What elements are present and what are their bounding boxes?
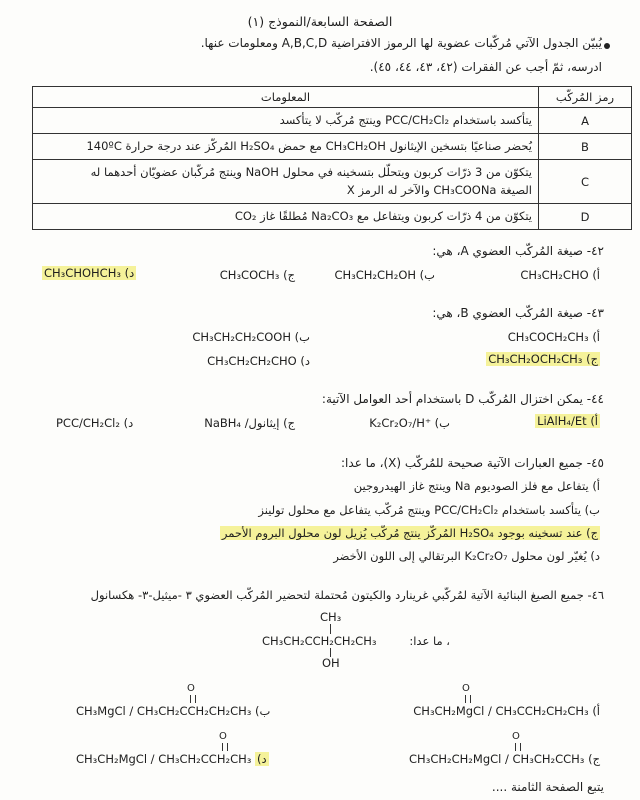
row-symbol: C	[539, 160, 632, 204]
q46-option-d	[76, 752, 269, 766]
option-formula: CH₃COCH₂CH₃	[507, 330, 589, 344]
q46-except: ، ما عدا:	[409, 634, 450, 648]
table-row	[33, 108, 632, 134]
carbonyl-oxygen-b: O	[187, 683, 195, 694]
q44-option-b	[369, 416, 450, 430]
q42-option-b	[334, 268, 435, 282]
q46-option-b	[76, 704, 270, 718]
option-label: د)	[300, 354, 310, 368]
q44-option-a	[535, 414, 600, 428]
q44-option-c	[204, 416, 295, 430]
carbonyl-oxygen-c: O	[512, 731, 520, 742]
option-formula: CH₃CH₂MgCl / CH₃CCH₂CH₂CH₃	[413, 704, 589, 718]
intro-line-2: ادرسه، ثمّ أجب عن الفقرات (٤٢، ٤٣، ٤٤، ٤٥).	[369, 60, 602, 74]
row-symbol: D	[539, 204, 632, 230]
option-label: أ)	[590, 414, 598, 428]
q43-option-d	[207, 354, 310, 368]
page-footer: يتبع الصفحة الثامنة ....	[491, 780, 604, 794]
row-info: يتأكسد باستخدام PCC/CH₂Cl₂ وينتج مُركّب لا يتأكسد	[33, 108, 539, 134]
struct-methyl: CH₃	[320, 610, 342, 624]
option-formula: CH₃MgCl / CH₃CH₂CCH₂CH₂CH₃	[76, 704, 252, 718]
q42-stem: ٤٢- صيغة المُركّب العضوي A، هي:	[432, 244, 604, 258]
option-formula: CH₃CH₂MgCl / CH₃CH₂CCH₂CH₃	[76, 752, 252, 766]
option-label: ب)	[434, 416, 450, 430]
option-label: أ)	[592, 704, 600, 718]
intro-line-1: يُبيّن الجدول الآتي مُركّبات عضوية لها الرموز الافتراضية A,B,C,D ومعلومات عنها.	[200, 36, 602, 50]
q45-option-c: ج) عند تسخينه بوجود H₂SO₄ المُركّز ينتج مُركّب يُزيل لون محلول البروم الأحمر	[221, 526, 598, 540]
row-symbol: A	[539, 108, 632, 134]
table-header-row	[33, 87, 632, 108]
struct-bond-up	[330, 624, 332, 634]
page-title: الصفحة السابعة/النموذج (١)	[247, 14, 393, 29]
option-label: ج)	[588, 752, 600, 766]
carbonyl-bond-c	[515, 743, 521, 751]
option-formula: CH₃COCH₃	[219, 268, 280, 282]
row-info-line-1: يتكوّن من 3 ذرّات كربون ويتحلّل بتسخينه في محلول NaOH وينتج مُركّبان عضويّان أحدهما له	[90, 164, 532, 179]
q43-option-b	[192, 330, 310, 344]
row-info: يُحضر صناعيًا بتسخين الإيثانول CH₃CH₂OH مع حمض H₂SO₄ المُركّز عند درجة حرارة 140ºC	[33, 134, 539, 160]
row-info-line-2: الصيغة CH₃COONa والآخر له الرمز X	[346, 182, 532, 197]
option-formula: LiAlH₄/Et	[537, 414, 587, 428]
option-formula: NaBH₄	[204, 416, 242, 430]
q45-option-b: ب) يتأكسد باستخدام PCC/CH₂Cl₂ وينتج مُركّب يتفاعل مع محلول تولينز	[258, 503, 600, 517]
q42-option-c	[220, 268, 295, 282]
bullet-icon	[604, 43, 610, 49]
carbonyl-oxygen-d: O	[219, 731, 227, 742]
q46-option-a	[413, 704, 600, 718]
q44-option-d	[56, 416, 133, 430]
q43-stem: ٤٣- صيغة المُركّب العضوي B، هي:	[432, 306, 604, 320]
option-label: ب)	[294, 330, 310, 344]
table-row	[33, 160, 632, 204]
option-label: د)	[257, 752, 267, 766]
row-info: يتكوّن من 4 ذرّات كربون ويتفاعل مع Na₂CO₃ مُطلقًا غاز CO₂	[33, 204, 539, 230]
carbonyl-bond-b	[190, 695, 196, 703]
option-label: د)	[124, 266, 135, 280]
option-formula: CH₃CH₂CHO	[520, 268, 589, 282]
option-label: أ)	[592, 268, 600, 282]
carbonyl-bond-d	[222, 743, 228, 751]
option-formula: CH₃CH₂CH₂OH	[334, 268, 417, 282]
option-label: ج) إيثانول/	[244, 416, 295, 430]
q46-option-c	[409, 752, 600, 766]
compounds-table	[32, 86, 632, 230]
option-label: ج)	[283, 268, 295, 282]
carbonyl-bond-a	[465, 695, 471, 703]
q42-option-d	[42, 266, 136, 280]
option-formula: CH₃CH₂CH₂COOH	[192, 330, 292, 344]
option-formula: PCC/CH₂Cl₂	[56, 416, 120, 430]
struct-chain: CH₃CH₂CCH₂CH₂CH₃	[262, 634, 377, 648]
q42-option-a	[520, 268, 600, 282]
option-formula: CH₃CH₂CH₂MgCl / CH₃CH₂CCH₃	[409, 752, 585, 766]
option-label: ب)	[255, 704, 271, 718]
header-info: المعلومات	[33, 87, 539, 108]
option-label: أ)	[592, 330, 600, 344]
row-info	[33, 160, 539, 204]
header-symbol: رمز المُركّب	[539, 87, 632, 108]
option-formula: K₂Cr₂O₇/H⁺	[369, 416, 432, 430]
option-label: ب)	[419, 268, 435, 282]
q45-option-a: أ) يتفاعل مع فلز الصوديوم Na وينتج غاز الهيدروجين	[353, 479, 600, 493]
q43-option-a	[508, 330, 600, 344]
q44-stem: ٤٤- يمكن اختزال المُركّب D باستخدام أحد العوامل الآتية:	[321, 392, 604, 406]
option-label: ج)	[586, 352, 598, 366]
q43-option-c	[486, 352, 600, 366]
table-row	[33, 204, 632, 230]
struct-hydroxyl: OH	[322, 656, 340, 670]
carbonyl-oxygen-a: O	[462, 683, 470, 694]
q45-stem: ٤٥- جميع العبارات الآتية صحيحة للمُركّب (X)، ما عدا:	[341, 456, 604, 470]
option-label: د)	[123, 416, 134, 430]
row-symbol: B	[539, 134, 632, 160]
q45-option-d: د) يُغيّر لون محلول K₂Cr₂O₇ البرتقالي إلى اللون الأخضر	[333, 549, 600, 563]
option-formula: CH₃CH₂OCH₂CH₃	[488, 352, 583, 366]
option-formula: CH₃CH₂CH₂CHO	[207, 354, 297, 368]
q46-stem: ٤٦- جميع الصيغ البنائية الآتية لمُركّبي غرينارد والكيتون مُحتملة لتحضير المُركّب العضوي ٣ -ميثيل-٣- هكسانول	[90, 588, 604, 602]
option-formula: CH₃CHOHCH₃	[44, 266, 121, 280]
table-row	[33, 134, 632, 160]
